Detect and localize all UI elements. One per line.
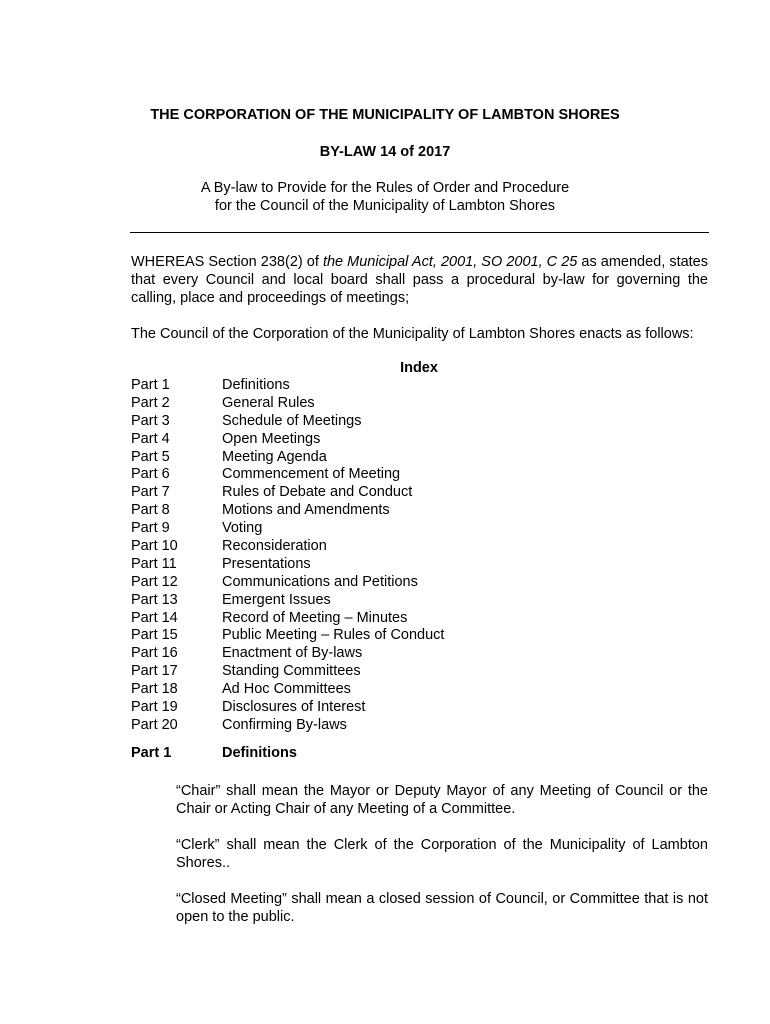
index-title: Communications and Petitions <box>222 573 418 590</box>
index-part: Part 3 <box>131 412 170 429</box>
index-row <box>131 520 444 538</box>
bylaw-subtitle <box>0 179 770 215</box>
index-title: Standing Committees <box>222 663 361 680</box>
definition-closed-meeting: “Closed Meeting” shall mean a closed session of Council, or Committee that is not open to the public. <box>176 891 708 925</box>
index-part: Part 17 <box>131 663 178 680</box>
index-row <box>131 449 444 467</box>
index-part: Part 11 <box>131 555 177 572</box>
index-row <box>131 699 444 717</box>
index-part: Part 2 <box>131 394 170 411</box>
index-title: Presentations <box>222 555 311 572</box>
index-title: Reconsideration <box>222 538 327 555</box>
index-row <box>131 574 444 592</box>
index-row <box>131 466 444 484</box>
index-part: Part 8 <box>131 502 170 519</box>
index-row <box>131 645 444 663</box>
divider <box>130 232 709 233</box>
index-title: General Rules <box>222 394 315 411</box>
index-title: Record of Meeting – Minutes <box>222 609 408 626</box>
index-part: Part 19 <box>131 699 178 716</box>
index-title: Motions and Amendments <box>222 502 390 519</box>
index-part: Part 14 <box>131 609 178 626</box>
part1-heading <box>131 745 297 761</box>
index-row <box>131 395 444 413</box>
index-part: Part 15 <box>131 627 178 644</box>
subtitle-line-1: A By-law to Provide for the Rules of Order and Procedure <box>200 180 570 196</box>
index-row <box>131 663 444 681</box>
index-part: Part 7 <box>131 484 170 501</box>
index-row <box>131 556 444 574</box>
index-part: Part 10 <box>131 538 178 555</box>
index-part: Part 18 <box>131 681 178 698</box>
index-row <box>131 377 444 395</box>
index-part: Part 12 <box>131 573 178 590</box>
index-part: Part 5 <box>131 448 170 465</box>
index-title: Schedule of Meetings <box>222 412 362 429</box>
part1-label: Part 1 <box>131 745 172 761</box>
index-title: Rules of Debate and Conduct <box>222 484 413 501</box>
index-part: Part 4 <box>131 430 170 447</box>
index-row <box>131 413 444 431</box>
index-row <box>131 717 444 735</box>
whereas-act-name: the Municipal Act, 2001, SO 2001, C 25 <box>322 254 578 270</box>
index-title: Voting <box>222 520 263 537</box>
index-list <box>131 377 444 735</box>
index-row <box>131 610 444 628</box>
index-title: Confirming By-laws <box>222 716 347 733</box>
index-row <box>131 592 444 610</box>
index-part: Part 9 <box>131 520 170 537</box>
part1-title: Definitions <box>222 745 297 761</box>
index-title: Emergent Issues <box>222 591 331 608</box>
index-row <box>131 502 444 520</box>
whereas-text-end: as amended, states that every Council and local board shall pass a procedural by-law for governing the calling, place and proceedings of meetings; <box>131 254 708 306</box>
enacts-paragraph: The Council of the Corporation of the Municipality of Lambton Shores enacts as follows: <box>131 326 694 342</box>
index-title: Definitions <box>222 377 290 393</box>
index-part: Part 13 <box>131 591 178 608</box>
index-part: Part 20 <box>131 716 178 733</box>
index-part: Part 16 <box>131 645 178 662</box>
subtitle-line-2: for the Council of the Municipality of Lambton Shores <box>214 198 556 214</box>
definition-clerk: “Clerk” shall mean the Clerk of the Corporation of the Municipality of Lambton Shores.. <box>176 837 708 871</box>
index-title: Open Meetings <box>222 430 321 447</box>
whereas-paragraph <box>131 253 708 307</box>
definition-chair: “Chair” shall mean the Mayor or Deputy Mayor of any Meeting of Council or the Chair or Acting Chair of any Meeting of a Committee. <box>176 783 708 817</box>
bylaw-number: BY-LAW 14 of 2017 <box>319 144 451 160</box>
index-title: Enactment of By-laws <box>222 645 363 662</box>
index-title: Meeting Agenda <box>222 448 327 465</box>
index-title: Public Meeting – Rules of Conduct <box>222 627 445 644</box>
index-title: Ad Hoc Committees <box>222 681 351 698</box>
document-title: THE CORPORATION OF THE MUNICIPALITY OF LAMBTON SHORES <box>150 107 620 123</box>
index-heading: Index <box>400 360 438 376</box>
index-row <box>131 431 444 449</box>
index-row <box>131 538 444 556</box>
index-row <box>131 627 444 645</box>
index-title: Disclosures of Interest <box>222 699 366 716</box>
index-part: Part 1 <box>131 377 170 393</box>
index-part: Part 6 <box>131 466 170 483</box>
index-row <box>131 484 444 502</box>
index-row <box>131 681 444 699</box>
index-title: Commencement of Meeting <box>222 466 401 483</box>
whereas-text-start: WHEREAS Section 238(2) of <box>131 254 323 270</box>
